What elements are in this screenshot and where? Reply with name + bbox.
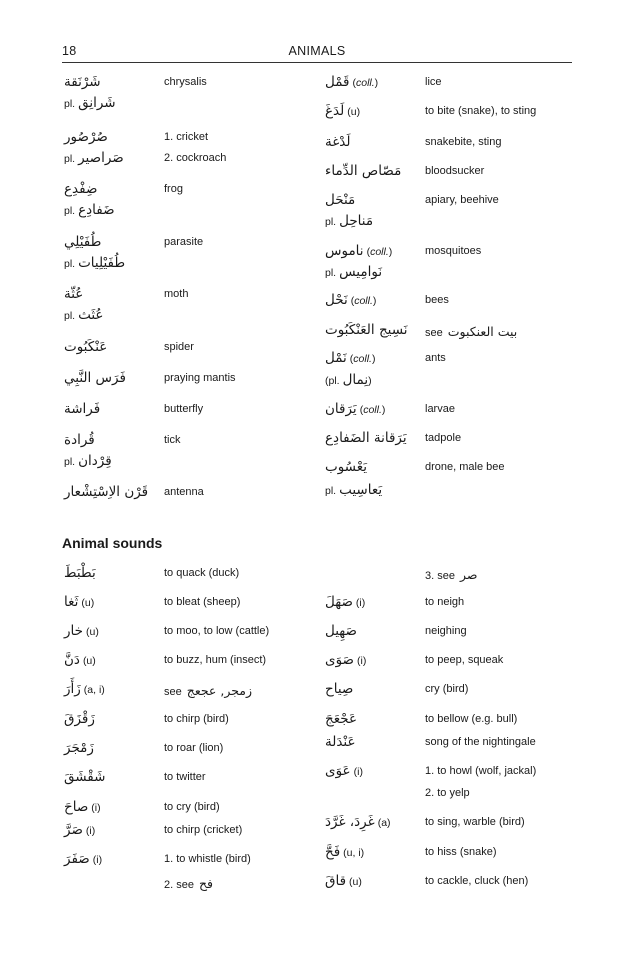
headword [64, 149, 124, 167]
gloss-text: song of the nightingale [425, 736, 536, 748]
grammar-tag: (u, i) [343, 847, 365, 859]
english-gloss [425, 654, 503, 666]
arabic-term: مَنْحَل [325, 192, 356, 208]
english-gloss [425, 105, 536, 117]
gloss-text: to sing, warble (bird) [425, 816, 525, 828]
arabic-term: قَرْن الاِسْتِشْعار [64, 484, 149, 500]
gloss-text: 1. cricket [164, 131, 209, 143]
arabic-term: قِرْدان [78, 453, 112, 469]
headword [325, 242, 392, 260]
grammar-tag: (coll.) [349, 353, 376, 365]
headword [325, 733, 356, 751]
gloss-text: neighing [425, 625, 467, 637]
grammar-tag: (i) [91, 802, 101, 814]
english-gloss [425, 683, 468, 695]
english-gloss [425, 596, 464, 608]
cross-reference-arabic: صر [459, 567, 478, 582]
headword [64, 94, 116, 112]
english-gloss [425, 461, 505, 473]
arabic-term: نِمال [342, 372, 369, 388]
headword [325, 133, 351, 151]
headword [64, 821, 95, 839]
arabic-term: ثَغا [64, 594, 79, 610]
headword [325, 710, 357, 728]
gloss-text: chrysalis [164, 76, 207, 88]
arabic-term: قَمْل [325, 74, 350, 90]
grammar-tag: (i) [92, 854, 103, 866]
headword [325, 651, 366, 669]
gloss-text: frog [164, 183, 183, 195]
arabic-term: نَوامِيس [339, 264, 383, 280]
arabic-term: ضَفادِع [78, 202, 115, 218]
cross-reference-arabic: زمجر, عجعج [186, 683, 253, 698]
gloss-text: to buzz, hum (insect) [164, 654, 267, 666]
arabic-term: لَدْغة [325, 134, 351, 150]
arabic-term: نَمْل [325, 350, 347, 366]
plural-marker: pl. [64, 205, 76, 217]
english-gloss [425, 713, 517, 725]
arabic-term: عَوَى [325, 763, 351, 779]
gloss-text: 1. to whistle (bird) [164, 853, 251, 865]
plural-marker: (pl. [325, 375, 340, 387]
headword [325, 762, 363, 780]
arabic-term: ناموس [325, 243, 364, 259]
headword [64, 798, 101, 816]
arabic-term: بَطْبَطَ [64, 565, 96, 581]
english-gloss [164, 236, 203, 248]
english-gloss [164, 76, 207, 88]
arabic-term: عَجْعَجَ [325, 711, 357, 727]
headword [325, 162, 401, 180]
headword [325, 622, 357, 640]
gloss-text: 1. to howl (wolf, jackal) [425, 765, 537, 777]
english-gloss [164, 341, 194, 353]
arabic-term: يَعْسُوب [325, 459, 367, 475]
english-gloss [164, 288, 188, 300]
english-gloss [425, 787, 470, 799]
english-gloss [425, 816, 525, 828]
english-gloss [425, 165, 484, 177]
grammar-tag: (i) [357, 655, 367, 667]
headword [325, 458, 367, 476]
arabic-term: فَراشة [64, 401, 101, 417]
arabic-term: خار [64, 623, 83, 639]
arabic-term: صاحَ [64, 799, 89, 815]
headword [325, 349, 375, 367]
headword [64, 739, 94, 757]
arabic-term: قُرادة [64, 432, 95, 448]
english-gloss [425, 765, 536, 777]
arabic-term: نَسِيج العَنْكَبُوت [325, 322, 408, 338]
plural-close: ) [368, 375, 372, 387]
headword [64, 483, 148, 501]
headword [64, 593, 94, 611]
english-gloss [164, 876, 213, 891]
grammar-tag: (u) [82, 655, 96, 667]
arabic-term: زَأَرَ [64, 681, 81, 697]
gloss-text: to cackle, cluck (hen) [425, 875, 529, 887]
arabic-term: طُفَيْلِي [64, 234, 102, 250]
headword [64, 850, 102, 868]
page-header [62, 44, 572, 62]
gloss-see: 3. see [425, 570, 455, 582]
arabic-term: صِياح [325, 681, 354, 697]
plural-marker: pl. [64, 153, 76, 165]
gloss-text: drone, male bee [425, 461, 505, 473]
arabic-term: صُرْصُور [64, 129, 108, 145]
arabic-term: صَفَرَ [64, 851, 90, 867]
arabic-term: طُفَيْلِيات [78, 255, 126, 271]
gloss-text: to moo, to low (cattle) [164, 625, 270, 637]
gloss-text: moth [164, 288, 189, 300]
headword [325, 212, 373, 230]
grammar-tag: (coll.) [350, 295, 377, 307]
gloss-text: to hiss (snake) [425, 846, 497, 858]
plural-marker: pl. [64, 258, 76, 270]
english-gloss [425, 875, 528, 887]
arabic-term: شَرانِق [78, 95, 116, 111]
grammar-tag: (i) [353, 766, 363, 778]
gloss-text: spider [164, 341, 194, 353]
gloss-text: tick [164, 434, 181, 446]
arabic-term: صَرَّ [64, 822, 83, 838]
arabic-term: فَحَّ [325, 844, 341, 860]
headword [64, 201, 115, 219]
english-gloss [164, 742, 223, 754]
english-gloss [425, 324, 517, 339]
arabic-term: صَوَى [325, 652, 355, 668]
gloss-text: to bite (snake), to sting [425, 105, 537, 117]
gloss-text: bloodsucker [425, 165, 485, 177]
headword [64, 128, 108, 146]
cross-reference-arabic: فح [198, 876, 214, 891]
plural-marker: pl. [64, 310, 76, 322]
gloss-text: praying mantis [164, 372, 236, 384]
grammar-tag: (coll.) [352, 77, 379, 89]
section-title: Animal sounds [62, 535, 163, 551]
arabic-term: زَمْجَرَ [64, 740, 94, 756]
gloss-see: see [425, 327, 443, 339]
gloss-text: to chirp (cricket) [164, 824, 243, 836]
arabic-term: شَرْنَقة [64, 74, 101, 90]
headword [325, 73, 378, 91]
english-gloss [425, 567, 477, 582]
headword [64, 622, 99, 640]
arabic-term: عُثّة [64, 286, 84, 302]
arabic-term: نَحْل [325, 292, 348, 308]
english-gloss [164, 683, 252, 698]
english-gloss [164, 567, 239, 579]
arabic-term: مَصّاص الدِّماء [325, 163, 402, 179]
gloss-text: antenna [164, 486, 204, 498]
english-gloss [164, 403, 203, 415]
gloss-see: see [164, 686, 182, 698]
gloss-see: 2. see [164, 879, 194, 891]
gloss-text: bees [425, 294, 449, 306]
english-gloss [164, 434, 181, 446]
running-title: ANIMALS [288, 44, 346, 58]
grammar-tag: (i) [85, 825, 96, 837]
headword [325, 481, 382, 499]
grammar-tag: (a, i) [83, 684, 105, 696]
page-number: 18 [62, 44, 77, 58]
headword [64, 768, 105, 786]
grammar-tag: (u) [81, 597, 95, 609]
arabic-term: فَرَس النَّبِي [64, 370, 126, 386]
plural-marker: pl. [64, 456, 76, 468]
arabic-term: دَنَّ [64, 652, 80, 668]
arabic-term: عُثَث [78, 307, 104, 323]
headword [64, 680, 105, 698]
english-gloss [164, 713, 229, 725]
english-gloss [164, 824, 242, 836]
gloss-text: butterfly [164, 403, 204, 415]
english-gloss [425, 294, 449, 306]
arabic-term: لَدَغَ [325, 103, 345, 119]
grammar-tag: (coll.) [366, 246, 393, 258]
headword [64, 254, 125, 272]
arabic-term: عَنْدَلة [325, 734, 356, 750]
grammar-tag: (i) [355, 597, 366, 609]
gloss-text: snakebite, sting [425, 136, 502, 148]
english-gloss [425, 432, 461, 444]
arabic-term: عَنْكَبُوت [64, 339, 108, 355]
cross-reference-arabic: بيت العنكبوت [447, 324, 518, 339]
gloss-text: to chirp (bird) [164, 713, 229, 725]
gloss-text: tadpole [425, 432, 462, 444]
headword [325, 321, 408, 339]
gloss-text: 2. cockroach [164, 152, 227, 164]
arabic-term: ضِفْدِع [64, 181, 98, 197]
english-gloss [164, 372, 236, 384]
headword [64, 452, 112, 470]
english-gloss [164, 152, 226, 164]
headword [325, 291, 376, 309]
headword [64, 369, 126, 387]
arabic-term: شَقْشَقَ [64, 769, 106, 785]
headword [325, 593, 365, 611]
headword [64, 73, 101, 91]
grammar-tag: (u) [349, 876, 362, 888]
headword [325, 191, 355, 209]
gloss-text: lice [425, 76, 442, 88]
header-rule [62, 62, 572, 63]
gloss-text: to neigh [425, 596, 465, 608]
headword [64, 710, 95, 728]
gloss-text: 2. to yelp [425, 787, 470, 799]
gloss-text: cry (bird) [425, 683, 469, 695]
gloss-text: mosquitoes [425, 245, 482, 257]
gloss-text: parasite [164, 236, 204, 248]
gloss-text: larvae [425, 403, 455, 415]
headword [64, 306, 103, 324]
arabic-term: يَرَقانة الضَفادِع [325, 430, 407, 446]
grammar-tag: (coll.) [359, 404, 386, 416]
arabic-term: يَرَقان [325, 401, 357, 417]
english-gloss [425, 625, 467, 637]
english-gloss [164, 654, 266, 666]
english-gloss [425, 194, 499, 206]
gloss-text: to peep, squeak [425, 654, 504, 666]
headword [64, 180, 97, 198]
arabic-term: يَعاسِيب [339, 482, 383, 498]
arabic-term: صَهَلَ [325, 594, 353, 610]
arabic-term: صَهِيل [325, 623, 357, 639]
english-gloss [425, 245, 481, 257]
headword [325, 263, 382, 281]
english-gloss [164, 131, 208, 143]
gloss-text: ants [425, 352, 446, 364]
headword [64, 338, 107, 356]
headword [325, 400, 385, 418]
plural-marker: pl. [325, 267, 337, 279]
headword [64, 285, 83, 303]
gloss-text: to twitter [164, 771, 206, 783]
arabic-term: زَقْزَقَ [64, 711, 95, 727]
arabic-term: غَرِدَ، غَرَّدَ [325, 814, 375, 830]
grammar-tag: (u) [85, 626, 99, 638]
arabic-term: صَراصير [78, 150, 124, 166]
english-gloss [164, 625, 269, 637]
english-gloss [425, 136, 501, 148]
english-gloss [164, 853, 251, 865]
arabic-term: مَناحِل [339, 213, 374, 229]
gloss-text: to cry (bird) [164, 801, 220, 813]
english-gloss [425, 736, 536, 748]
english-gloss [425, 352, 446, 364]
headword [325, 872, 362, 890]
gloss-text: to roar (lion) [164, 742, 224, 754]
english-gloss [425, 846, 497, 858]
headword [325, 371, 372, 389]
gloss-text: to bleat (sheep) [164, 596, 241, 608]
headword [64, 431, 95, 449]
headword [64, 651, 96, 669]
headword [325, 429, 407, 447]
plural-marker: pl. [325, 216, 337, 228]
headword [64, 400, 100, 418]
gloss-text: to bellow (e.g. bull) [425, 713, 518, 725]
headword [325, 102, 360, 120]
english-gloss [425, 76, 442, 88]
headword [64, 564, 96, 582]
english-gloss [164, 486, 204, 498]
english-gloss [425, 403, 455, 415]
headword [325, 843, 364, 861]
plural-marker: pl. [325, 485, 337, 497]
headword [325, 813, 391, 831]
english-gloss [164, 801, 220, 813]
grammar-tag: (a) [377, 817, 391, 829]
headword [64, 233, 101, 251]
grammar-tag: (u) [347, 106, 361, 118]
english-gloss [164, 183, 183, 195]
arabic-term: قاقَ [325, 873, 347, 889]
gloss-text: to quack (duck) [164, 567, 240, 579]
english-gloss [164, 771, 206, 783]
gloss-text: apiary, beehive [425, 194, 499, 206]
english-gloss [164, 596, 240, 608]
headword [325, 680, 353, 698]
plural-marker: pl. [64, 98, 76, 110]
